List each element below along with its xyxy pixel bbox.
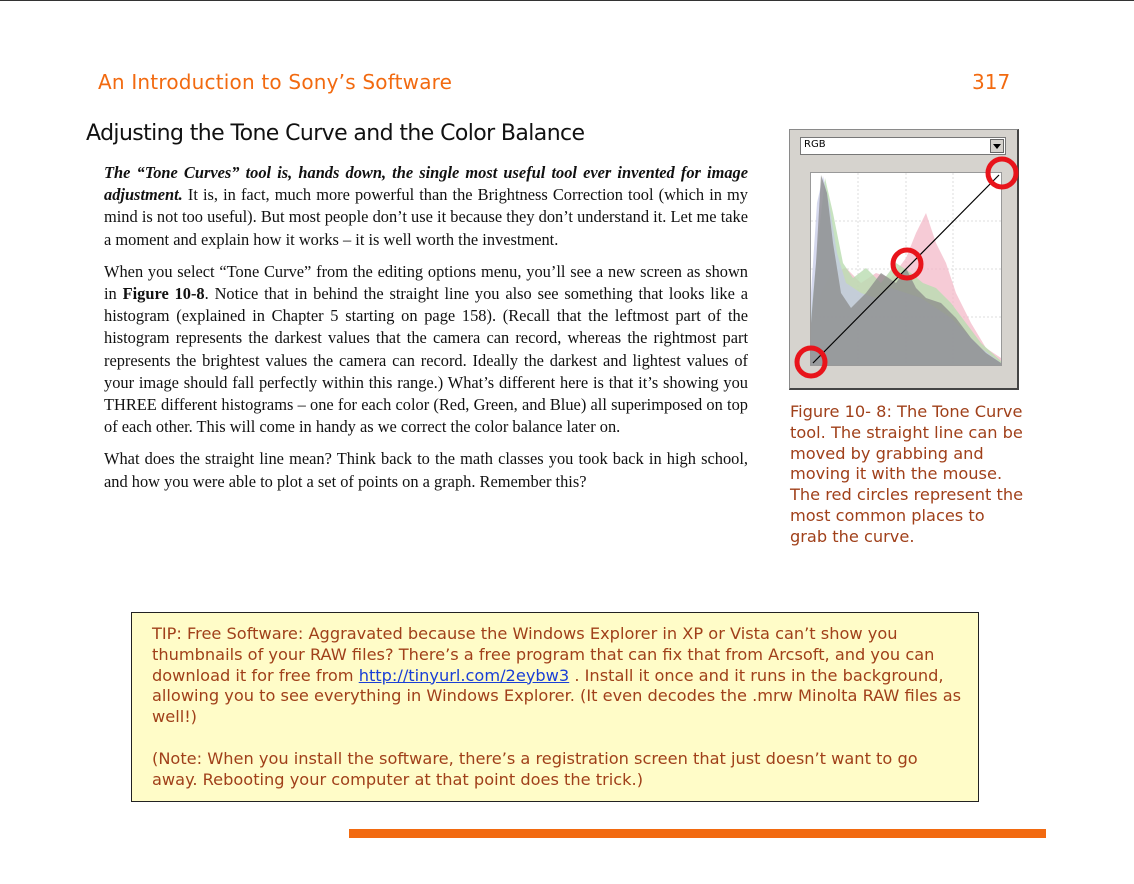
- caption-text: The Tone Curve tool. The straight line can be moved by grabbing and moving it with the mouse. The red circles represent the most common places to grab the curve.: [790, 402, 1024, 546]
- running-head-title: An Introduction to Sony’s Software: [98, 70, 453, 94]
- red-circle-highlights: [790, 130, 1020, 391]
- paragraph-straight-line: What does the straight line mean? Think back to the math classes you took back in high school, and how you were able to plot a set of points on a graph. Remember this?: [104, 449, 748, 491]
- bottom-accent-bar: [349, 829, 1046, 838]
- top-rule: [0, 0, 1134, 1]
- tip-main-text: TIP: Free Software: Aggravated because the Windows Explorer in XP or Vista can’t show you thumbnails of your RAW files? There’s a free program that can fix that from Arcsoft, and you can download it for free from: [152, 624, 935, 685]
- body-text-column: [104, 162, 748, 503]
- tone-curve-figure: [789, 129, 1019, 390]
- tip-main-text-end: . Install it once and it runs in the background, allowing you to see everything in Windows Explorer. (It even decodes the .mrw Minolta RAW files as well!): [152, 665, 962, 727]
- figure-caption: [790, 402, 1026, 548]
- caption-label: Figure 10- 8:: [790, 402, 892, 421]
- paragraph-intro: [104, 162, 748, 251]
- histogram-text-b: . Notice that in behind the straight line you also see something that looks like a histogram (explained in Chapter 5 starting on page 158). (Recall that the leftmost part of the histogram represents the darkest values that the camera can record, whereas the rightmost part represents the brightest values the camera can record. Ideally the darkest and lightest values of your image should fall perfectly within this range.) What’s different here is that it’s showing you THREE different histograms – one for each color (Red, Green, and Blue) all superimposed on top of each other. This will come in handy as we correct the color balance later on.: [104, 284, 748, 437]
- intro-lead-sentence: The “Tone Curves” tool is, hands down, the single most useful tool ever invented for image adjustment.: [104, 163, 748, 205]
- figure-reference: Figure 10-8: [122, 284, 205, 304]
- tip-paragraph: [152, 624, 967, 728]
- histogram-text-a: When you select “Tone Curve” from the editing options menu, you’ll see a new screen as shown in: [104, 261, 748, 304]
- highlight-circle-top-right: [988, 159, 1016, 187]
- section-title: Adjusting the Tone Curve and the Color Balance: [86, 121, 585, 146]
- page-number: 317: [972, 70, 1011, 94]
- intro-rest: It is, in fact, much more powerful than the Brightness Correction tool (which in my mind is not too useful). But most people don’t use it because they don’t understand it. Let me take a moment and explain how it works – it is well worth the investment.: [104, 185, 748, 249]
- tip-box: [131, 612, 979, 802]
- paragraph-histogram: [104, 261, 748, 439]
- highlight-circle-middle: [893, 250, 921, 278]
- highlight-circle-bottom-left: [797, 348, 825, 376]
- channel-select-value: RGB: [804, 139, 826, 150]
- tip-text: [152, 624, 967, 811]
- tinyurl-link[interactable]: http://tinyurl.com/2eybw3: [358, 665, 570, 685]
- tip-note: (Note: When you install the software, there’s a registration screen that just doesn’t want to go away. Rebooting your computer at that point does the trick.): [152, 748, 918, 789]
